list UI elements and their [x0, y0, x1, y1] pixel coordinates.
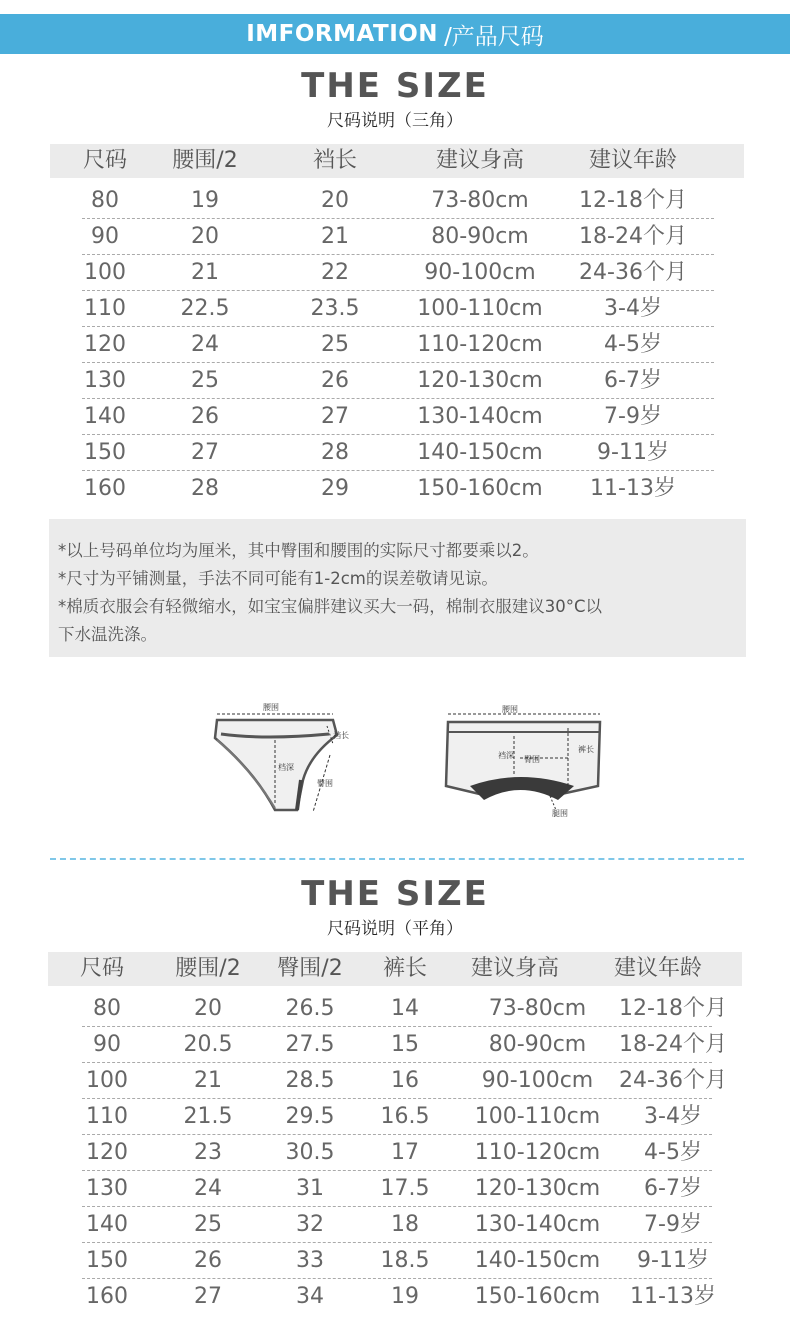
info-banner [0, 14, 790, 54]
table-cell: 20 [194, 996, 222, 1021]
boxers-header-cell: 臀围/2 [277, 956, 343, 981]
table-cell: 9-11岁 [637, 1248, 709, 1273]
table-cell: 21 [191, 260, 219, 285]
table-row [50, 363, 744, 399]
table-cell: 27 [321, 404, 349, 429]
table-row [50, 399, 744, 435]
table-cell: 7-9岁 [604, 404, 662, 429]
table-cell: 150 [84, 440, 126, 465]
note-line: *以上号码单位均为厘米，其中臀围和腰围的实际尺寸都要乘以2。 [58, 541, 539, 560]
label-depth: 档深 [278, 763, 294, 772]
boxers-title: THE SIZE [301, 874, 489, 914]
table-cell: 6-7岁 [604, 368, 662, 393]
table-row [50, 327, 744, 363]
table-cell: 120 [84, 332, 126, 357]
table-cell: 26 [194, 1248, 222, 1273]
table-cell: 80-90cm [488, 1032, 587, 1057]
table-cell: 24 [191, 332, 219, 357]
briefs-header-cell: 尺码 [82, 148, 127, 173]
table-cell: 18 [391, 1212, 419, 1237]
table-cell: 18.5 [380, 1248, 430, 1273]
table-cell: 28 [321, 440, 349, 465]
table-row [48, 1099, 742, 1135]
table-cell: 110 [86, 1104, 128, 1129]
briefs-header-cell: 建议年龄 [588, 148, 677, 173]
label-hip: 臀围 [317, 779, 333, 788]
table-cell: 15 [391, 1032, 419, 1057]
table-row [50, 435, 744, 471]
table-cell: 34 [296, 1284, 324, 1309]
table-cell: 150-160cm [417, 476, 543, 501]
table-row [50, 219, 744, 255]
table-row [48, 1063, 742, 1099]
table-cell: 3-4岁 [604, 296, 662, 321]
briefs-title: THE SIZE [301, 66, 489, 106]
table-cell: 22.5 [180, 296, 230, 321]
table-cell: 20 [191, 224, 219, 249]
table-cell: 27 [194, 1284, 222, 1309]
table-cell: 100-110cm [417, 296, 543, 321]
table-cell: 100 [84, 260, 126, 285]
table-cell: 140 [86, 1212, 128, 1237]
table-cell: 25 [321, 332, 349, 357]
table-cell: 18-24个月 [579, 224, 687, 249]
table-row [50, 471, 744, 507]
boxer-label-rise: 裆深 [498, 751, 514, 760]
boxers-measurement-diagram [440, 700, 620, 820]
boxer-label-waist: 腰围 [502, 705, 518, 714]
table-cell: 16.5 [380, 1104, 430, 1129]
table-cell: 90-100cm [481, 1068, 594, 1093]
table-cell: 17.5 [380, 1176, 430, 1201]
boxers-header-cell: 裤长 [382, 956, 427, 981]
table-cell: 12-18个月 [619, 996, 727, 1021]
table-cell: 4-5岁 [604, 332, 662, 357]
table-cell: 130-140cm [474, 1212, 601, 1237]
table-row [48, 1207, 742, 1243]
briefs-table-header [50, 144, 744, 178]
briefs-header-cell: 裆长 [312, 148, 357, 173]
table-cell: 23 [194, 1140, 222, 1165]
table-cell: 9-11岁 [597, 440, 669, 465]
table-cell: 27.5 [285, 1032, 335, 1057]
table-cell: 130-140cm [417, 404, 543, 429]
boxers-header-cell: 尺码 [79, 956, 124, 981]
table-cell: 73-80cm [488, 996, 587, 1021]
table-cell: 90-100cm [424, 260, 536, 285]
table-cell: 6-7岁 [644, 1176, 702, 1201]
table-row [48, 1279, 742, 1315]
boxer-label-hip: 臀围 [524, 755, 540, 764]
table-cell: 110 [84, 296, 126, 321]
table-cell: 21.5 [183, 1104, 233, 1129]
table-row [48, 1243, 742, 1279]
table-cell: 26.5 [285, 996, 335, 1021]
table-cell: 7-9岁 [644, 1212, 702, 1237]
note-line: *尺寸为平铺测量，手法不同可能有1-2cm的误差敬请见谅。 [58, 569, 498, 588]
table-cell: 130 [84, 368, 126, 393]
table-cell: 110-120cm [474, 1140, 601, 1165]
boxers-header-cell: 建议年龄 [613, 956, 702, 981]
table-row [48, 1135, 742, 1171]
table-cell: 3-4岁 [644, 1104, 702, 1129]
table-cell: 80 [91, 188, 119, 213]
boxer-label-leg: 腿围 [552, 809, 568, 818]
table-cell: 20 [321, 188, 349, 213]
table-cell: 20.5 [183, 1032, 233, 1057]
table-cell: 16 [391, 1068, 419, 1093]
table-cell: 21 [321, 224, 349, 249]
banner-title-cn: /产品尺码 [444, 23, 544, 50]
size-notes [49, 519, 746, 657]
table-cell: 33 [296, 1248, 324, 1273]
table-cell: 80 [93, 996, 121, 1021]
boxer-label-length: 裤长 [578, 745, 594, 754]
table-cell: 24-36个月 [619, 1068, 727, 1093]
table-cell: 11-13岁 [590, 476, 676, 501]
table-cell: 18-24个月 [619, 1032, 727, 1057]
table-row [50, 255, 744, 291]
table-cell: 140 [84, 404, 126, 429]
label-rise: 裆长 [333, 731, 349, 740]
boxers-header-cell: 建议身高 [470, 956, 559, 981]
table-cell: 120 [86, 1140, 128, 1165]
briefs-header-cell: 腰围/2 [172, 148, 238, 173]
table-cell: 110-120cm [417, 332, 543, 357]
table-cell: 24-36个月 [579, 260, 687, 285]
table-cell: 30.5 [285, 1140, 335, 1165]
note-line: 下水温洗涤。 [58, 625, 157, 644]
table-cell: 90 [91, 224, 119, 249]
briefs-header-cell: 建议身高 [435, 148, 524, 173]
table-cell: 24 [194, 1176, 222, 1201]
table-cell: 120-130cm [417, 368, 543, 393]
table-cell: 27 [191, 440, 219, 465]
table-cell: 160 [86, 1284, 128, 1309]
table-row [48, 1171, 742, 1207]
table-cell: 19 [391, 1284, 419, 1309]
table-row [50, 291, 744, 327]
table-row [48, 1027, 742, 1063]
table-cell: 28.5 [285, 1068, 335, 1093]
table-row [48, 991, 742, 1027]
boxers-table-header [48, 952, 742, 986]
table-cell: 100-110cm [474, 1104, 601, 1129]
section-separator [50, 858, 744, 860]
boxers-header-cell: 腰围/2 [175, 956, 241, 981]
table-cell: 28 [191, 476, 219, 501]
table-cell: 90 [93, 1032, 121, 1057]
table-cell: 73-80cm [431, 188, 529, 213]
table-cell: 150 [86, 1248, 128, 1273]
table-cell: 120-130cm [474, 1176, 601, 1201]
table-row [50, 183, 744, 219]
table-cell: 25 [194, 1212, 222, 1237]
table-cell: 22 [321, 260, 349, 285]
table-cell: 23.5 [310, 296, 360, 321]
table-cell: 29 [321, 476, 349, 501]
label-waist: 腰围 [263, 703, 279, 712]
table-cell: 160 [84, 476, 126, 501]
table-cell: 80-90cm [431, 224, 529, 249]
note-line: *棉质衣服会有轻微缩水，如宝宝偏胖建议买大一码，棉制衣服建议30°C以 [58, 597, 603, 616]
table-cell: 29.5 [285, 1104, 335, 1129]
table-cell: 19 [191, 188, 219, 213]
table-cell: 4-5岁 [644, 1140, 702, 1165]
table-cell: 11-13岁 [630, 1284, 716, 1309]
table-cell: 26 [321, 368, 349, 393]
briefs-measurement-diagram [205, 700, 355, 820]
table-cell: 32 [296, 1212, 324, 1237]
table-cell: 21 [194, 1068, 222, 1093]
table-cell: 31 [296, 1176, 324, 1201]
table-cell: 25 [191, 368, 219, 393]
table-cell: 100 [86, 1068, 128, 1093]
banner-title-en: IMFORMATION [246, 21, 439, 47]
table-cell: 150-160cm [474, 1284, 601, 1309]
table-cell: 130 [86, 1176, 128, 1201]
table-cell: 17 [391, 1140, 419, 1165]
table-cell: 14 [391, 996, 419, 1021]
table-cell: 140-150cm [474, 1248, 601, 1273]
briefs-subtitle: 尺码说明（三角） [327, 111, 463, 131]
boxers-subtitle: 尺码说明（平角） [327, 919, 463, 939]
table-cell: 26 [191, 404, 219, 429]
table-cell: 140-150cm [417, 440, 543, 465]
table-cell: 12-18个月 [579, 188, 687, 213]
